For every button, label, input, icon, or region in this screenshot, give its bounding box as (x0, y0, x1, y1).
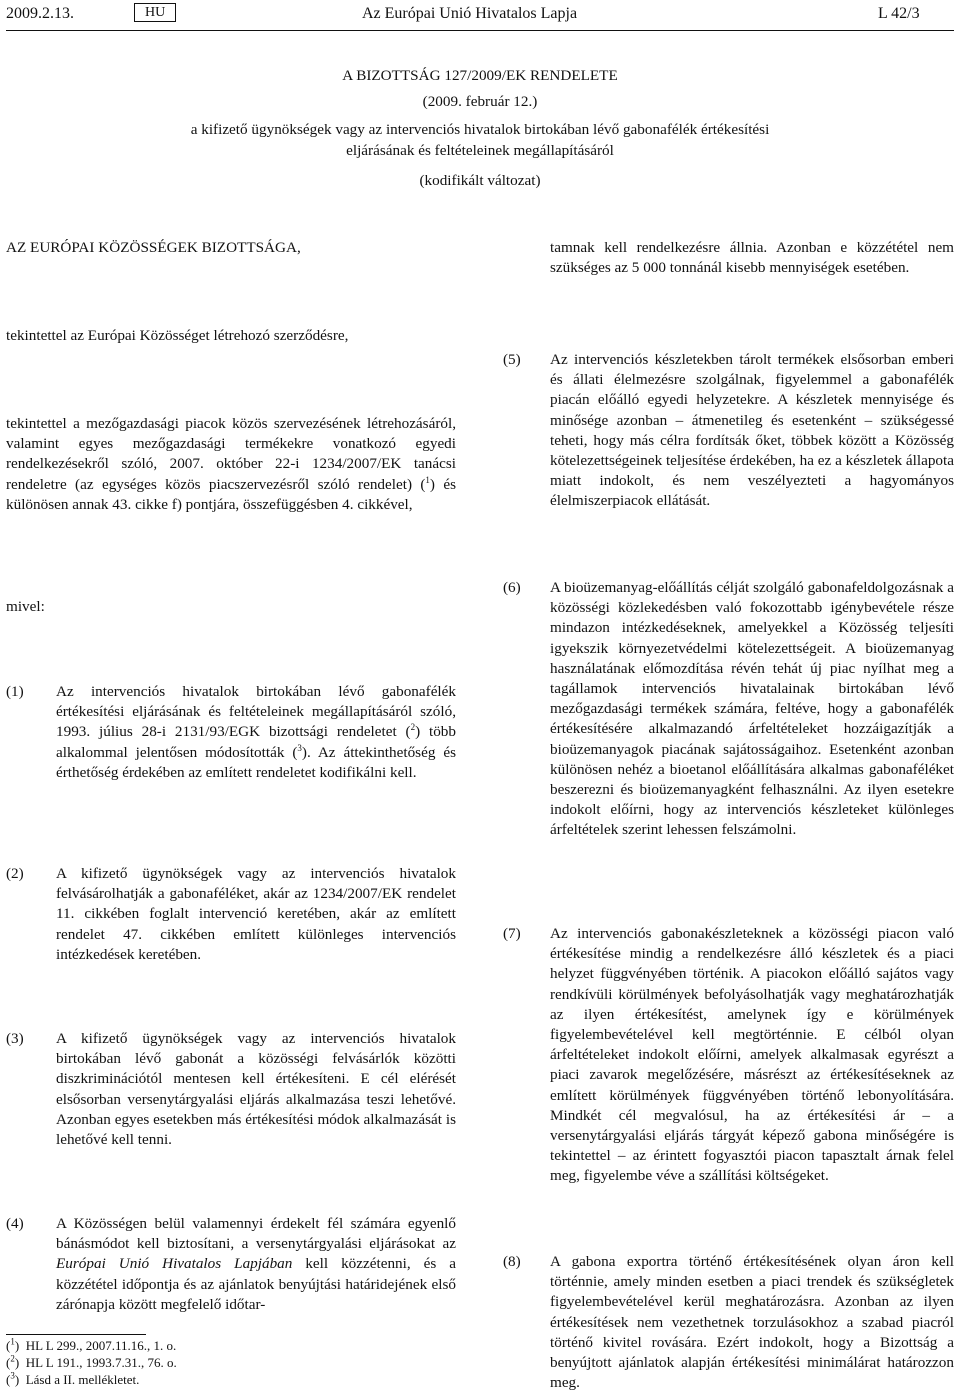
journal-name: Az Európai Unió Hivatalos Lapja (362, 5, 578, 22)
footnote-rule (6, 1334, 146, 1335)
recital-item: (3) A kifizető ügynökségek vagy az intervenciós hivatalok birtokában lévő gabonát a közösségi felvásárlók közötti diszkriminációtól mentesen kell értékesíteni. E cél elérését elsősorban versenytárgyalási eljárás alkalmazása teszi lehetővé. Azonban egyes esetekben más értékesítési módok alkalmazását is lehetővé kell tenni. (6, 1030, 456, 1149)
page-header (0, 0, 960, 30)
recital-item: (2) A kifizető ügynökségek vagy az intervenciós hivatalok felvásárolhatják a gabonaféléket, akár az 1234/2007/EK rendelet 11. cikkében foglalt intervenció keretében, akár az említett rendelet 47. cikkében említett különleges intervenciós intézkedések keretében. (6, 865, 456, 963)
recital-treaty: tekintettel az Európai Közösséget létrehozó szerződésre, (6, 327, 349, 344)
continued-text: tamnak kell rendelkezésre állnia. Azonban e közzététel nem szükséges az 5 000 tonnánál kisebb mennyiségek esetében. (550, 239, 954, 277)
recital-item: (4) A Közösségen belül valamennyi érdekelt fél számára egyenlő bánásmódot kell biztosítani, a versenytárgyalási eljárásokat az Európai Unió Hivatalos Lapjában kell közzétenni, és a közzététel időpontja és az ajánlatok benyújtási határidejének első zárónapja között megfelelő időtar- (6, 1215, 456, 1313)
footnote: ($^1$) HL L 299., 2007.11.16., 1. o. (6, 1336, 177, 1353)
footnote: ($^3$) Lásd a II. mellékletet. (6, 1370, 140, 1387)
regulation-subject-2: eljárásának és feltételeinek megállapításáról (346, 141, 614, 159)
regulation-title: A BIZOTTSÁG 127/2009/EK RENDELETE (342, 67, 618, 84)
recital-item: (6) A bioüzemanyag-előállítás célját szolgáló gabonafeldolgozásnak a közösségi közlekedésben való fokozottabb igénybevétele része mindazon intézkedéseknek, amelyekkel a Közösség teljesíti igyekszik környezetvédelmi kötelezettségeit. A bioüzemanyag használatának előmozdítása révén tehát új piac nyílhat meg a tagállamok intervenciós hivatalainak birtokában lévő mezőgazdasági termékek számára, feltéve, hogy a gabonafélék értékesítésére alkalmazandó árfeltételeket hozzáigazítják a bioüzemanyagok piacának sajátosságaihoz. Esetenként azonban különösen nehéz a bioetanol előállítására alkalmas gabonaféléket beszerezni és bioüzemanyagként felhasználni. Az ilyen esetekre indokolt előírni, hogy az intervenciós készleteket különleges árfeltételek szerint lehessen felszámolni. (503, 579, 954, 839)
whereas-label: mivel: (6, 598, 45, 615)
footnote: ($^2$) HL L 191., 1993.7.31., 76. o. (6, 1353, 177, 1370)
language-code: HU (134, 3, 176, 22)
header-date: 2009.2.13. (6, 5, 74, 22)
header-rule (6, 30, 954, 31)
footnote-ref: 3 (297, 742, 302, 753)
regulation-date: (2009. február 12.) (422, 93, 538, 111)
recital-item: (7) Az intervenciós gabonakészleteknek a közösségi piacon való értékesítése mindig a rendelkezésre álló készletek és a piaci helyzet függvényében történik. A piacokon előálló sajátos vagy rendkívüli körülmények befolyásolhatják vagy meghatározhatják az ilyen értékesítést, amelynek így e körülmények figyelembevételével kell megtörténnie. E célból olyan árfeltételeket indokolt előírni, amelyek alkalmasak egyrészt a piaci zavarok megelőzésére, másrészt az értékesítéseknek az említett körülmények függvényében történő lebonyolítására. Mindkét cél megvalósul, ha az értékesítési ár – a versenytárgyalási eljárás tárgyát képező gabona minőségére is tekintettel – az érintett fogyasztói piacon tapasztalt árnak felel meg, figyelembe véve a szállítási költségeket. (503, 925, 954, 1185)
recital-item: (5) Az intervenciós készletekben tárolt termékek elsősorban emberi és állati élelmezésre szolgálnak, figyelemmel a gabonafélék piacán előálló egyedi helyzetekre. A készletek mennyisége és minősége azonban – átmenetileg és esetenként – szükségessé teheti, hogy más célra fordítsák őket, többek között a Közösség kötelezettségeinek teljesítése érdekében, ha ez a készletek állapota miatt indokolt, és nem veszélyezteti a hagyományos élelmiszerpiacok ellátását. (503, 351, 954, 510)
recital-item: (8) A gabona exportra történő értékesítésének olyan áron kell történnie, amely minden esetben a piaci trendek és szükségletek figyelembevételével kerül meghatározásra. Azonban az ilyen értékesítések nem vezethetnek torzulásokhoz a szabad piacról történő kivitel rovására. Ezért indokolt, hogy a Bizottság a benyújtott ajánlatok alapján értékesítési minimálárat határozzon meg. (503, 1253, 954, 1392)
recital-regulation: tekintettel a mezőgazdasági piacok közös szervezésének létrehozásáról, valamint egyes mezőgazdasági termékekre vonatkozó egyedi rendelkezésekről szóló, 2007. október 22-i 1234/2007/EK tanácsi rendeletre (az egységes közös piacszervezésről szóló rendelet) ($^1$) és különösen annak 43. cikke f) pontjára, összefüggésben 4. cikkével, (6, 415, 456, 513)
recital-item: (1) Az intervenciós hivatalok birtokában lévő gabonafélék értékesítési eljárásának és feltételeinek megállapításáról szóló, 1993. július 28-i 2131/93/EGK bizottsági rendeletet ($^2$) több alkalommal jelentősen módosították ($^3$). Az áttekinthetőség és érthetőség érdekében az említett rendeletet kodifikálni kell. (6, 683, 456, 781)
footnote-ref: 2 (410, 722, 416, 733)
title-block (0, 66, 960, 191)
authority-line: AZ EURÓPAI KÖZÖSSÉGEK BIZOTTSÁGA, (6, 239, 301, 256)
regulation-subject-1: a kifizető ügynökségek vagy az intervenciós hivatalok birtokában lévő gabonafélék értékesítési (190, 121, 770, 139)
page-reference: L 42/3 (878, 5, 920, 22)
footnote-ref: 1 (425, 474, 430, 485)
regulation-version: (kodifikált változat) (419, 171, 541, 189)
